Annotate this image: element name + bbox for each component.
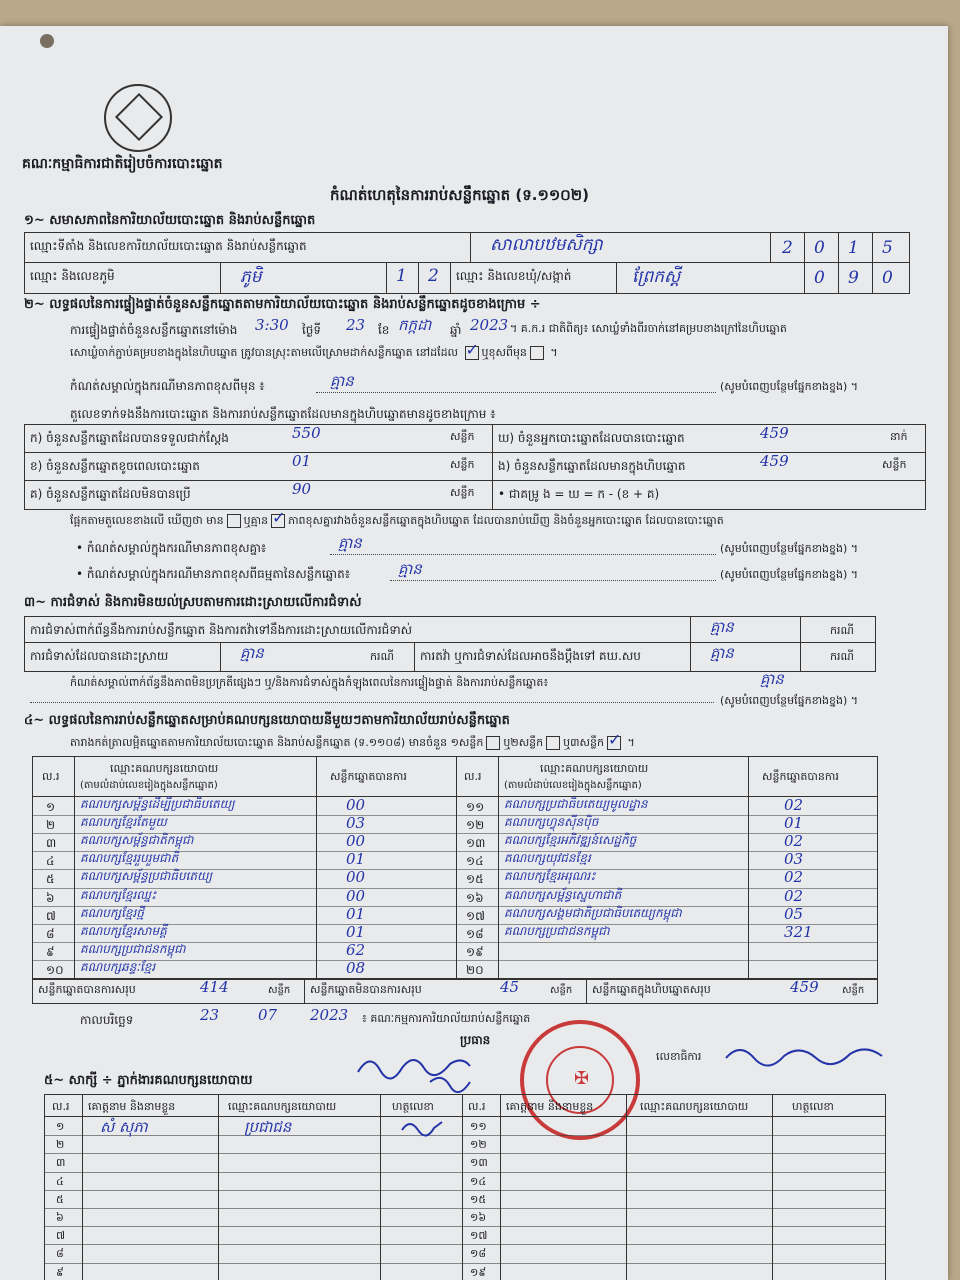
- witness-right-col-sign: ហត្ថលេខា: [792, 1100, 834, 1113]
- right-row-party: គណបក្សសង្គមជាតិប្រជាធិបតេយ្យកម្ពុជា: [504, 905, 682, 920]
- left-row-no: ៤: [46, 854, 55, 869]
- left-row-party: គណបក្សខ្មែរឈ្នះ: [80, 887, 157, 902]
- section-4-heading: ៤~ លទ្ធផលនៃការរាប់សន្លឹកឆ្នោតសម្រាប់គណបក្សនយោបាយនីមួយៗតាមការិយាល័យរាប់សន្លឹកឆ្នោត: [24, 713, 510, 728]
- left-col-party-header: ឈ្មោះគណបក្សនយោបាយ: [110, 762, 219, 775]
- difference-note-value: គ្មាន: [330, 372, 354, 390]
- nec-logo: [104, 84, 172, 152]
- location-code-1: 2: [782, 238, 793, 258]
- spoiled-value: 01: [292, 452, 312, 470]
- date-day: 23: [200, 1006, 220, 1024]
- committee-name: គណៈកម្មាធិការជាតិរៀបចំការបោះឆ្នោត: [22, 156, 223, 172]
- total-invalid-label: សន្លឹកឆ្នោតមិនបានការសរុប: [310, 983, 422, 996]
- village-label: ឈ្មោះ និងលេខភូមិ: [30, 269, 115, 283]
- commune-label: ឈ្មោះ និងលេខឃុំ/សង្កាត់: [456, 269, 572, 283]
- left-row-no: ៩: [46, 944, 55, 959]
- right-row-no: ១១: [466, 800, 485, 814]
- left-row-no: ៨: [46, 926, 55, 941]
- chair-label: ប្រធាន: [460, 1033, 491, 1047]
- objection-resolved-unit: ករណី: [370, 650, 394, 663]
- has-difference-checkbox: [227, 514, 241, 528]
- right-row-no: ១៥: [466, 872, 484, 887]
- fill-note-3: (សូមបំពេញបន្ថែមផ្នែកខាងខ្នង) ។: [720, 568, 859, 581]
- voters-label: ឃ) ចំនួនអ្នកបោះឆ្នោតដែលបានបោះឆ្នោត: [498, 431, 685, 445]
- witness-right-col-party: ឈ្មោះគណបក្សនយោបាយ: [640, 1100, 749, 1113]
- irregularities-note-label: កំណត់សម្គាល់ពាក់ព័ន្ធនឹងភាពមិនប្រក្រតីផ្សេងៗ ឬ/និងការជំទាស់ក្នុងកំឡុងពេលនៃការផ្ទៀងផ្ទាត់ និងការរាប់សន្លឹកឆ្នោត៖: [70, 676, 549, 689]
- right-col-party-header: ឈ្មោះគណបក្សនយោបាយ: [540, 762, 649, 775]
- witness-1-name: សំ សុភា: [100, 1118, 148, 1136]
- verify-year-value: 2023: [470, 316, 509, 334]
- total-invalid-value: 45: [500, 978, 520, 996]
- verify-month-label: ខែ: [378, 323, 390, 337]
- date-label: កាលបរិច្ឆេទ: [80, 1013, 134, 1027]
- left-row-party: គណបក្សឆន្ទៈខ្មែរ: [80, 959, 156, 974]
- seal-different-checkbox: [530, 346, 544, 360]
- left-row-votes: 00: [346, 886, 366, 905]
- in-box-label: ង) ចំនួនសន្លឹកឆ្នោតដែលមានក្នុងហិបឆ្នោត: [498, 459, 686, 473]
- spoiled-label: ខ) ចំនួនសន្លឹកឆ្នោតខូចពេលបោះឆ្នោត: [30, 459, 200, 473]
- seal-same-checkbox: [465, 346, 479, 360]
- total-in-box-label: សន្លឹកឆ្នោតក្នុងហិបឆ្នោតសរុប: [592, 983, 711, 996]
- left-col-party-subheader: (តាមលំដាប់លេខរៀងក្នុងសន្លឹកឆ្នោត): [80, 780, 218, 791]
- witness-right-row-no: ១៥: [470, 1192, 487, 1206]
- witness-left-row-no: ៩: [56, 1265, 64, 1279]
- verify-day-label: ថ្ងៃទី: [302, 323, 322, 337]
- witness-left-col-sign: ហត្ថលេខា: [392, 1100, 434, 1113]
- left-row-party: គណបក្សសម្ព័ន្ធដើម្បីប្រជាធិបតេយ្យ: [80, 797, 235, 811]
- witness-right-row-no: ១៦: [470, 1211, 487, 1224]
- left-row-votes: 01: [346, 850, 366, 869]
- chair-signature: [350, 1042, 480, 1102]
- objection-row-1-value: គ្មាន: [710, 618, 734, 636]
- objection-appeal-value: គ្មាន: [710, 644, 734, 662]
- objection-row-1-label: ការជំទាស់ពាក់ព័ន្ធនឹងការរាប់សន្លឹកឆ្នោត និងការតវ៉ាទៅនឹងការដោះស្រាយលើការជំទាស់: [30, 623, 413, 637]
- left-row-votes: 08: [346, 958, 366, 977]
- right-row-no: ១៩: [466, 944, 484, 959]
- section-1-heading: ១~ សមាសភាពនៃការិយាល័យបោះឆ្នោត និងរាប់សន្លឹកឆ្នោត: [24, 213, 316, 228]
- ballot-count-record-sheet: [0, 26, 948, 1280]
- witness-table: [44, 1094, 886, 1280]
- left-row-votes: 00: [346, 832, 366, 851]
- secretary-signature: [720, 1036, 890, 1072]
- witness-left-col-party: ឈ្មោះគណបក្សនយោបាយ: [228, 1100, 337, 1113]
- right-row-party: គណបក្សយុវជនខ្មែរ: [504, 851, 591, 866]
- village-value: ភូមិ: [240, 267, 262, 287]
- formula-text: • ជាគម្រូ ង = ឃ = ក - (ខ + គ): [498, 487, 660, 501]
- witness-right-row-no: ១៩: [470, 1265, 487, 1279]
- fill-note-2: (សូមបំពេញបន្ថែមផ្នែកខាងខ្នង) ។: [720, 542, 859, 555]
- page-title: កំណត់ហេតុនៃការរាប់សន្លឹកឆ្នោត (ទ.១១០២): [330, 186, 590, 204]
- commune-code-2: 9: [848, 268, 859, 288]
- voters-value: 459: [760, 424, 789, 442]
- right-row-no: ១៣: [466, 836, 486, 851]
- total-in-box-unit: សន្លឹក: [842, 985, 865, 996]
- village-num-2: 2: [428, 266, 439, 286]
- left-row-votes: 00: [346, 868, 366, 887]
- right-row-votes: 02: [784, 796, 804, 814]
- left-col-votes-header: សន្លឹកឆ្នោតបានការ: [330, 770, 407, 783]
- section-5-heading: ៥~ សាក្សី ÷ ភ្នាក់ងារគណបក្សនយោបាយ: [44, 1073, 253, 1088]
- secretary-label: លេខាធិការ: [656, 1050, 702, 1063]
- right-col-party-subheader: (តាមលំដាប់លេខរៀងក្នុងសន្លឹកឆ្នោត): [504, 780, 642, 791]
- received-value: 550: [292, 424, 321, 442]
- difference-note-label: កំណត់សម្គាល់ក្នុងករណីមានភាពខុសពីមុន ៖: [70, 379, 265, 393]
- verify-day-value: 23: [346, 316, 366, 334]
- date-tail: ៖ គណៈកម្មការការិយាល័យរាប់សន្លឹកឆ្នោត: [362, 1012, 531, 1025]
- sheets-count-line: តារាងកត់ត្រាលម្អិតឆ្នោតតាមការិយាល័យបោះឆ្នោត និងរាប់សន្លឹកឆ្នោត (ទ.១១០៨) មានចំនួន ១សន្លឹក ឬ២សន្លឹក ឬ៣សន្លឹក✓ ។: [70, 736, 635, 752]
- witness-left-col-name: គោត្តនាម និងនាមខ្លួន: [88, 1100, 176, 1113]
- right-row-no: ១២: [466, 818, 485, 833]
- left-row-no: ១: [46, 800, 56, 814]
- witness-left-row-no: ១: [56, 1120, 65, 1133]
- witness-left-row-no: ៦: [56, 1211, 64, 1224]
- objection-resolved-label: ការជំទាស់ដែលបានដោះស្រាយ: [30, 649, 169, 663]
- witness-right-row-no: ១៤: [470, 1174, 487, 1188]
- total-invalid-unit: សន្លឹក: [550, 985, 573, 996]
- verify-time-label: ការផ្ទៀងផ្ទាត់ចំនួនសន្លឹកឆ្នោតនៅម៉ោង: [70, 323, 238, 337]
- fill-note-1: (សូមបំពេញបន្ថែមផ្នែកខាងខ្នង) ។: [720, 380, 859, 393]
- witness-right-row-no: ១១: [470, 1120, 487, 1133]
- no-difference-checkbox: [271, 514, 285, 528]
- voters-unit: នាក់: [890, 430, 908, 443]
- totals-row: [32, 978, 878, 1004]
- irregular-ballot-note-label: • កំណត់សម្គាល់ក្នុងករណីមានភាពខុសពីធម្មតានៃសន្លឹកឆ្នោត៖: [76, 567, 350, 581]
- objection-appeal-label: ការតវ៉ា ឬការជំទាស់ដែលអាចនឹងប្ដឹងទៅ គឃ.សប: [420, 649, 641, 663]
- witness-1-signature: [398, 1116, 448, 1138]
- right-row-votes: 321: [784, 922, 813, 941]
- right-row-votes: 02: [784, 886, 804, 905]
- left-row-votes: 62: [346, 940, 366, 959]
- seal-check-line: សោឃ្លំចាក់ភ្ជាប់គម្របខាងក្នុងនៃហិបឆ្នោត ត្រូវបានស្រុះតាមលើស្រោមដាក់សន្លឹកឆ្នោត នៅដដែល ✓ ឬខុសពីមុន ។: [70, 346, 558, 362]
- left-row-no: ៣: [46, 836, 57, 851]
- location-value: សាលាបឋមសិក្សា: [490, 235, 603, 255]
- witness-right-row-no: ១២: [470, 1138, 487, 1152]
- witness-1-party: ប្រជាជន: [244, 1118, 292, 1136]
- witness-left-col-no: ល.រ: [52, 1100, 70, 1113]
- discrepancy-note-label: • កំណត់សម្គាល់ក្នុងករណីមានភាពខុសគ្នា៖: [76, 541, 267, 555]
- section-3-heading: ៣~ ការជំទាស់ និងការមិនយល់ស្របតាមការដោះស្រាយលើការជំទាស់: [24, 595, 362, 610]
- verify-month-value: កក្កដា: [398, 316, 432, 334]
- witness-left-row-no: ៨: [56, 1247, 64, 1261]
- location-code-4: 5: [882, 238, 893, 258]
- official-red-seal: ✠: [520, 1020, 640, 1140]
- section-2-heading: ២~ លទ្ធផលនៃការផ្ទៀងផ្ទាត់ចំនួនសន្លឹកឆ្នោតតាមការិយាល័យបោះឆ្នោត និងរាប់សន្លឹកឆ្នោតដូចខាងក្រោម ÷: [24, 297, 541, 312]
- right-row-votes: 01: [784, 814, 804, 833]
- location-code-3: 1: [848, 238, 859, 258]
- unused-label: គ) ចំនួនសន្លឹកឆ្នោតដែលមិនបានប្រើ: [30, 487, 191, 501]
- right-row-party: គណបក្សសម្ព័ន្ធស្នេហាជាតិ: [504, 887, 622, 902]
- witness-left-row-no: ៥: [56, 1192, 64, 1206]
- left-row-no: ២: [46, 818, 56, 833]
- received-unit: សន្លឹក: [450, 430, 475, 443]
- witness-left-row-no: ៣: [56, 1156, 66, 1170]
- in-box-value: 459: [760, 452, 789, 470]
- figures-intro: តួលេខទាក់ទងនឹងការបោះឆ្នោត និងការរាប់សន្លឹកឆ្នោតដែលមានក្នុងហិបឆ្នោតមានដូចខាងក្រោម ៖: [70, 407, 496, 421]
- three-sheets-checkbox: [607, 736, 621, 750]
- left-row-no: ១០: [46, 962, 64, 977]
- left-row-no: ៧: [46, 908, 56, 923]
- objection-row-1-unit: ករណី: [830, 624, 854, 637]
- objection-resolved-value: គ្មាន: [240, 644, 264, 662]
- date-month: 07: [258, 1006, 278, 1024]
- right-col-votes-header: សន្លឹកឆ្នោតបានការ: [762, 770, 839, 783]
- left-row-votes: 00: [346, 796, 366, 814]
- verify-time-value: 3:30: [255, 316, 289, 334]
- verify-year-label: ឆ្នាំ: [450, 323, 462, 337]
- date-year: 2023: [310, 1006, 349, 1024]
- irregularities-note-value: គ្មាន: [760, 670, 784, 688]
- right-row-party: គណបក្សប្រជាជនកម្ពុជា: [504, 923, 610, 938]
- irregular-ballot-note-value: គ្មាន: [398, 560, 422, 578]
- right-row-party: គណបក្សខ្មែរអរុណរះ: [504, 869, 596, 884]
- unused-unit: សន្លឹក: [450, 486, 475, 499]
- left-row-votes: 01: [346, 904, 366, 923]
- right-row-votes: 03: [784, 850, 804, 869]
- left-row-party: គណបក្សខ្មែរសាមគ្គី: [80, 923, 167, 938]
- witness-right-col-name: គោត្តនាម និងនាមខ្លួន: [506, 1100, 594, 1113]
- right-row-no: ១៧: [466, 908, 485, 923]
- left-row-votes: 01: [346, 922, 366, 941]
- location-label: ឈ្មោះទីតាំង និងលេខការិយាល័យបោះឆ្នោត និងរាប់សន្លឹកឆ្នោត: [30, 239, 307, 253]
- left-row-party: គណបក្សសម្ព័ន្ធប្រជាធិបតេយ្យ: [80, 869, 213, 884]
- left-row-party: គណបក្សសម្ព័ន្ធជាតិកម្ពុជា: [80, 833, 194, 848]
- left-row-party: គណបក្សប្រជាជនកម្ពុជា: [80, 941, 186, 956]
- verify-line-1-tail: ។ គ.ក.រ ជាតិពិត្យ៖ សោឃ្លំទាំងពីរចាក់នៅគម្របខាងក្រៅនៃហិបឆ្នោត: [510, 322, 787, 335]
- difference-check-line: ផ្អែកតាមតួលេខខាងលើ ឃើញថា មាន ឬគ្មាន✓ ភាពខុសគ្នារវាងចំនួនសន្លឹកឆ្នោតក្នុងហិបឆ្នោត ដែលបានរាប់ឃើញ និងចំនួនអ្នកបោះឆ្នោត ដែលបានបោះឆ្នោត: [70, 514, 724, 530]
- commune-code-1: 0: [814, 268, 825, 288]
- left-row-no: ៥: [46, 872, 55, 887]
- commune-code-3: 0: [882, 268, 893, 288]
- one-sheet-checkbox: [486, 736, 500, 750]
- in-box-unit: សន្លឹក: [882, 458, 907, 471]
- right-row-votes: 02: [784, 832, 804, 851]
- total-valid-label: សន្លឹកឆ្នោតបានការសរុប: [38, 983, 136, 996]
- fill-note-4: (សូមបំពេញបន្ថែមផ្នែកខាងខ្នង) ។: [720, 694, 859, 707]
- right-row-no: ១៨: [466, 926, 484, 941]
- left-row-no: ៦: [46, 890, 55, 905]
- left-row-party: គណបក្សខ្មែរតែមួយ: [80, 815, 167, 830]
- right-row-no: ១៤: [466, 854, 484, 869]
- right-col-no-header: ល.រ: [464, 770, 482, 783]
- total-valid-unit: សន្លឹក: [268, 985, 291, 996]
- witness-left-row-no: ៤: [56, 1174, 64, 1188]
- two-sheets-checkbox: [546, 736, 560, 750]
- commune-value: ព្រែកស្ដី: [632, 267, 681, 287]
- left-row-party: គណបក្សខ្មែររួបរួមជាតិ: [80, 851, 179, 866]
- right-row-party: គណបក្សខ្មែរអភិវឌ្ឍន៍សេដ្ឋកិច្ច: [504, 833, 637, 848]
- witness-right-row-no: ១៣: [470, 1156, 488, 1170]
- right-row-votes: 02: [784, 868, 804, 887]
- right-row-no: ២០: [466, 962, 484, 977]
- left-col-no-header: ល.រ: [42, 770, 60, 783]
- witness-right-row-no: ១៧: [470, 1229, 488, 1243]
- right-row-party: គណបក្សហ្វុនស៊ីនប៉ិច: [504, 815, 599, 830]
- discrepancy-note-value: គ្មាន: [338, 534, 362, 552]
- objection-appeal-unit: ករណី: [830, 650, 854, 663]
- spoiled-unit: សន្លឹក: [450, 458, 475, 471]
- village-num-1: 1: [396, 266, 407, 286]
- right-row-no: ១៦: [466, 890, 484, 905]
- witness-left-row-no: ២: [56, 1138, 65, 1152]
- witness-right-row-no: ១៨: [470, 1247, 487, 1261]
- pin-hole: [40, 34, 54, 48]
- total-in-box-value: 459: [790, 978, 819, 996]
- location-code-2: 0: [814, 238, 825, 258]
- right-row-party: គណបក្សប្រជាធិបតេយ្យមូលដ្ឋាន: [504, 797, 648, 811]
- left-row-votes: 03: [346, 814, 366, 833]
- total-valid-value: 414: [200, 978, 229, 996]
- witness-left-row-no: ៧: [56, 1229, 66, 1243]
- right-row-votes: 05: [784, 904, 804, 923]
- left-row-party: គណបក្សខ្មែរថ្មី: [80, 905, 144, 920]
- unused-value: 90: [292, 480, 312, 498]
- received-label: ក) ចំនួនសន្លឹកឆ្នោតដែលបានទទួលជាក់ស្តែង: [30, 431, 229, 445]
- witness-right-col-no: ល.រ: [468, 1100, 486, 1113]
